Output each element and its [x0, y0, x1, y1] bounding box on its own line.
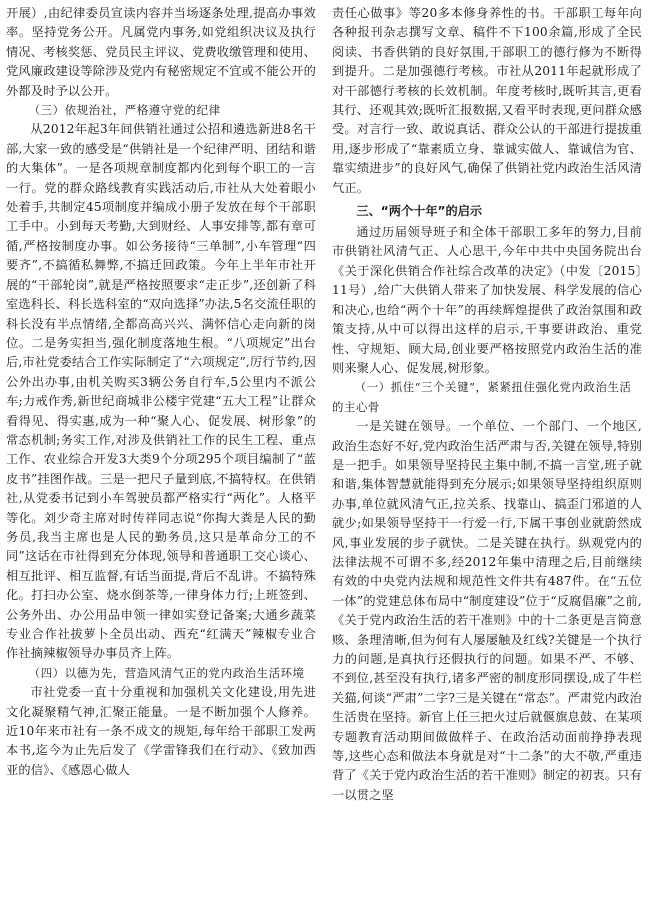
paragraph: 开展）,由纪律委员宣读内容并当场逐条处理,提高办事效率。坚持党务公开。凡属党内事务,如党组织决议及执行情况、考核奖惩、党员民主评议、党费收缴管理和使用、党风廉政建设等除涉及党内有秘密规定不宜或不能公开的外都及时予以公开。 — [6, 6, 316, 98]
subsection-heading: （四）以德为先，营造风清气正的党内政治生活环境 — [28, 665, 305, 680]
paragraph: 责任心做事》等20多本修身养性的书。干部职工每年向各种报刊杂志撰写文章、稿件不下100余篇,形成了全民阅读、书香供销的良好氛围,干部职工的德行修为不断得到提升。二是加强德行考核。市社从2011年起就形成了对干部德行考核的长效机制。年度考核时,既听其言,更看其行、还观其效;既听汇报数据,又看平时表现,更问群众感受。对言行一致、敢说真话、群众公认的干部进行提拔重用,逐步形成了“靠素质立身、靠诚实做人、靠诚信为官、靠实绩进步”的良好风气,确保了供销社党内政治生活风清气正。 — [332, 6, 642, 195]
section-heading: 三、“两个十年”的启示 — [356, 204, 483, 219]
subsection-heading: （一）抓住“三个关键”，紧紧扭住强化党内政治生活的主心骨 — [332, 380, 632, 414]
paragraph: 一是关键在领导。一个单位、一个部门、一个地区,政治生态好不好,党内政治生活严肃与否,关键在领导,特别是一把手。如果领导坚持民主集中制,不搞一言堂,班子就和谐,集体智慧就能得到充分展示;如果领导坚持组织原则办事,单位就风清气正,拉关系、找靠山、搞歪门邪道的人就少;如果领导坚持干一行爱一行,下属干事创业就蔚然成风,事业发展的步子就快。二是关键在执行。纵观党内的法律法规不可谓不多,经2012年集中清理之后,目前继续有效的中央党内法规和规范性文件共有487件。在“五位一体”的党建总体布局中“制度建设”位于“反腐倡廉”之前,《关于党内政治生活的若干准则》中的十二条更是言简意赅、条理清晰,但为何有人屡屡触及红线?关键是一个执行力的问题,是真执行还假执行的问题。如果不严、不够、不到位,甚至没有执行,诸多严密的制度形同摆设,成了牛栏关猫,何谈“严肃”二字?三是关键在“常态”。严肃党内政治生活贵在坚持。新官上任三把火过后就偃旗息鼓、在某项专题教育活动期间做做样子、在政治活动面前挣挣表现等,这些心态和做法本身就是对“十二条”的大不敬,严重违背了《关于党内政治生活的若干准则》制定的初衷。只有一以贯之坚 — [332, 419, 642, 802]
paragraph: 从2012年起3年间供销社通过公招和遴选新进8名干部,大家一致的感受是“供销社是一个纪律严明、团结和谐的大集体”。一是各项规章制度都内化到每个职工的一言一行。党的群众路线教育实践活动后,市社从大处着眼小处着手,共制定45项制度并编成小册子发放在每个干部职工手中。小到每天考勤,大到财经、人事安排等,都有章可循,严格按制度办事。如公务接待“三单制”,小车管理“四要齐”,不搞循私舞弊,不搞迁回政策。今年上半年市社开展的“干部轮岗”,就是严格按照要求“走正步”,还创新了科室选科长、科长选科室的“双向选择”办法,5名交流任职的科长没有半点情绪,全都高高兴兴、满怀信心走向新的岗位。二是务实担当,强化制度落地生根。“八项规定”出台后,市社党委结合工作实际制定了“六项规定”,厉行节约,因公外出办事,由机关购买3辆公务自行车,5公里内不派公车;力戒作秀,新世纪商城非公楼宇党建“五大工程”让群众看得见、得实惠,成为一种“聚人心、促发展、树形象”的常态机制;务实工作,对涉及供销社工作的民生工程、重点工作、农业综合开发3大类9个分项295个项目编制了“蓝皮书”挂图作战。三是一把尺子量到底,不搞特权。在供销社,从党委书记到小车驾驶员都严格实行“两化”。人格平等化。刘少奇主席对时传祥同志说“你掏大粪是人民的勤务员,我当主席也是人民的勤务员,这只是革命分工的不同”这话在市社得到充分体现,领导和普通职工交心谈心、相互批评、相互监督,有话当面提,背后不乱讲。不搞特殊化。打扫办公室、烧水倒茶等,一律身体力行;上班签到、公务外出、办公用品申领一律如实登记备案;大通乡蔬菜专业合作社拔萝卜全员出动、西充“红满天”辣椒专业合作社摘辣椒领导办事员齐上阵。 — [6, 122, 316, 661]
paragraph: 通过历届领导班子和全体干部职工多年的努力,目前市供销社风清气正、人心思干,今年中共中央国务院出台《关于深化供销合作社综合改革的决定》（中发〔2015〕11号）,给广大供销人带来了加快发展、科学发展的信心和决心,也给“两个十年”的再续辉煌提供了政治氛围和政策支持,从中可以得出这样的启示,干事要讲政治、重党性、守规矩、顾大局,创业要严格按照党内政治生活的准则来聚人心、促发展,树形象。 — [332, 225, 642, 375]
right-column — [332, 4, 642, 904]
subsection-heading: （三）依规治社，严格遵守党的纪律 — [28, 103, 221, 118]
left-column — [6, 4, 316, 904]
paragraph: 市社党委一直十分重视和加强机关文化建设,用先进文化凝聚精气神,汇聚正能量。一是不断加强个人修养。近10年来市社有一条不成文的规矩,每年给干部职工发两本书,迄今为止先后发了《学雷锋我们在行动》、《致加西亚的信》、《感恩心做人 — [6, 685, 316, 777]
